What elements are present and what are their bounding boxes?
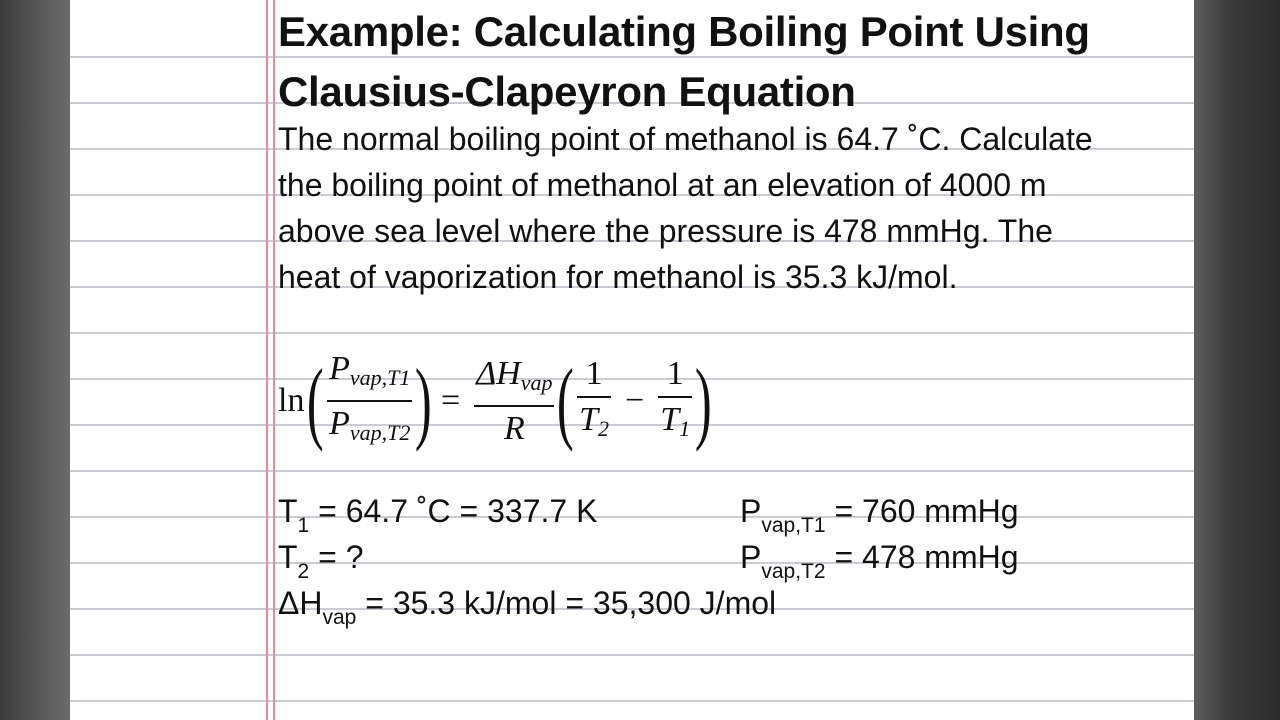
clausius-clapeyron-equation [278,346,711,456]
dh-symbol: ΔH [476,354,521,392]
problem-line-1: The normal boiling point of methanol is 64.7 ˚C. Calculate [278,121,1093,157]
p-symbol: P [329,405,350,442]
problem-line-3: above sea level where the pressure is 478 mmHg. The [278,213,1053,249]
title-line-2: Clausius-Clapeyron Equation [278,68,856,115]
p-symbol: P [329,350,350,387]
dh-value: = 35.3 kJ/mol = 35,300 J/mol [356,585,777,621]
problem-line-2: the boiling point of methanol at an elevation of 4000 m [278,167,1047,203]
equals-sign: = [441,382,461,419]
left-paren: ( [557,350,575,452]
enthalpy-over-r [474,352,554,451]
left-paren: ( [307,350,325,452]
p-den-subscript: vap,T2 [349,420,411,445]
left-bezel [0,0,70,720]
p1-symbol: P [740,493,762,529]
inverse-t2 [577,352,611,451]
p-num-subscript: vap,T1 [349,365,411,390]
p2-symbol: P [740,539,762,575]
pressure-ratio [327,347,412,455]
t1-value: = 64.7 ˚C = 337.7 K [309,493,598,529]
problem-line-4: heat of vaporization for methanol is 35.3 kJ/mol. [278,259,958,295]
right-bezel [1194,0,1280,720]
ln-operator: ln [278,382,305,419]
t1-denominator [658,398,692,451]
dh-var-sub: vap [322,606,357,629]
margin-line [266,0,268,720]
p2-sub: vap,T2 [761,560,826,583]
variable-p2 [740,534,1019,595]
p2-value: = 478 mmHg [825,539,1019,575]
t-symbol: T [660,400,680,438]
gas-constant: R [503,409,525,447]
p1-sub: vap,T1 [761,514,826,537]
pressure-numerator [327,347,412,400]
p1-value: = 760 mmHg [825,493,1019,529]
t1-subscript: 1 [679,415,691,441]
t2-symbol: T [278,539,298,575]
t2-value: = ? [309,539,364,575]
t1-symbol: T [278,493,298,529]
t2-subscript: 2 [598,415,610,441]
one-numerator: 1 [585,354,603,392]
inverse-t1 [658,352,692,451]
dh-subscript: vap [520,369,553,395]
notebook-paper [70,0,1194,720]
margin-line [273,0,275,720]
minus-sign: − [625,382,645,419]
title-line-1: Example: Calculating Boiling Point Using [278,8,1090,55]
enthalpy-numerator [474,352,554,405]
dh-var-symbol: ΔH [278,585,323,621]
pressure-denominator [327,402,412,455]
t1-sub: 1 [297,514,310,537]
right-paren: ) [695,350,712,452]
one-numerator: 1 [666,354,684,392]
variable-dh [278,580,776,641]
t2-denominator [577,398,611,451]
slide-content [278,0,1188,720]
right-paren: ) [415,350,433,452]
t-symbol: T [579,400,599,438]
t2-sub: 2 [297,560,310,583]
